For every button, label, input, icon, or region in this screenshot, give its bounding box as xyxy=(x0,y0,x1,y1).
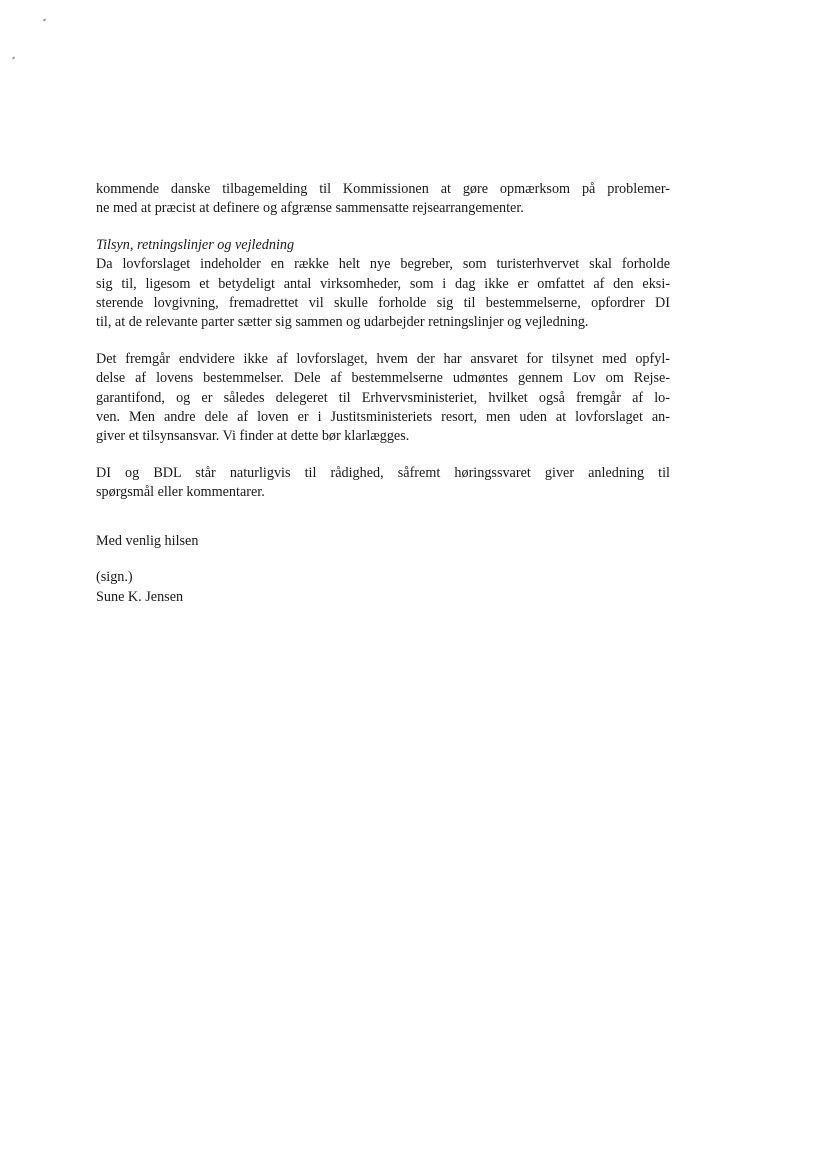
letter-body xyxy=(96,180,670,607)
scan-speck xyxy=(12,56,16,59)
scan-speck xyxy=(43,18,47,21)
section-heading: Tilsyn, retningslinjer og vejledning xyxy=(96,236,295,253)
text-line: ne med at præcist at definere og afgrænse sammensatte rejsearrangementer. xyxy=(96,200,524,217)
ansvar-paragraph xyxy=(96,350,670,447)
text-line: til, at de relevante parter sætter sig sammen og udarbejder retningslinjer og vejledning. xyxy=(96,314,589,331)
sign-note: (sign.) xyxy=(96,569,133,586)
text-line: Da lovforslaget indeholder en række helt nye begreber, som turisterhvervet skal forholde xyxy=(96,256,670,273)
text-line: spørgsmål eller kommentarer. xyxy=(96,484,265,501)
signature-block xyxy=(96,532,670,607)
tilsyn-paragraph xyxy=(96,255,670,333)
text-line: sig til, ligesom et betydeligt antal virksomheder, som i dag ikke er omfattet af den eksi- xyxy=(96,275,670,292)
text-line: DI og BDL står naturligvis til rådighed, såfremt høringssvaret giver anledning til xyxy=(96,464,670,481)
intro-paragraph xyxy=(96,180,670,219)
text-line: Det fremgår endvidere ikke af lovforslaget, hvem der har ansvaret for tilsynet med opfyl- xyxy=(96,350,670,367)
closing-paragraph xyxy=(96,464,670,503)
greeting: Med venlig hilsen xyxy=(96,532,199,549)
text-line: ven. Men andre dele af loven er i Justitsministeriets resort, men uden at lovforslaget an- xyxy=(96,409,670,426)
text-line: kommende danske tilbagemelding til Kommissionen at gøre opmærksom på problemer- xyxy=(96,181,670,197)
text-line: sterende lovgivning, fremadrettet vil skulle forholde sig til bestemmelserne, opfordrer DI xyxy=(96,295,670,312)
text-line: delse af lovens bestemmelser. Dele af bestemmelserne udmøntes gennem Lov om Rejse- xyxy=(96,370,670,387)
text-line: giver et tilsynsansvar. Vi finder at dette bør klarlægges. xyxy=(96,428,410,445)
signer-name: Sune K. Jensen xyxy=(96,588,184,605)
text-line: garantifond, og er således delegeret til Erhvervsministeriet, hvilket også fremgår af lo- xyxy=(96,389,670,406)
